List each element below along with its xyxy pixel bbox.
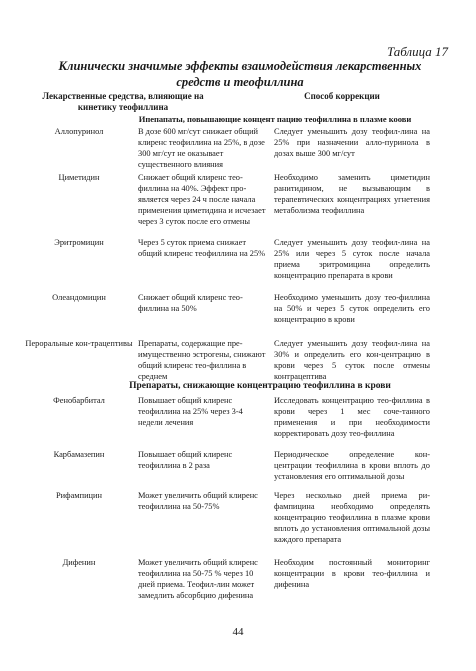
drug-name: Дифенин	[62, 558, 96, 567]
drug-effect: Снижает общий клиренс тео-филлина на 50%	[138, 293, 243, 313]
drug-effect: Повышает общий клиренс теофиллина в 2 раза	[138, 450, 233, 470]
drug-effect: Препараты, содержащие пре-имущественно эстрогены, снижают общий клиренс тео-филлина в среднем	[138, 339, 266, 381]
drug-name: Олеандомицин	[52, 293, 106, 302]
column-header-correction: Способ коррекции	[304, 91, 380, 101]
drug-correction: Необходимо уменьшить дозу тео-филлина на 50% и через 5 суток определить его концентрацию в крови	[274, 293, 430, 324]
section-heading-increase: Ипепапаты, повышающие концент пацию теофиллина в плазме коови	[138, 114, 412, 124]
drug-effect: Может увеличить общий клиренс теофиллина на 50-75%	[138, 491, 258, 511]
drug-name: Карбамазепин	[53, 450, 105, 459]
drug-effect: Через 5 суток приема снижает общий клиренс теофиллина на 25%	[138, 238, 266, 258]
drug-name: Циметидин	[58, 173, 100, 182]
page-number: 44	[232, 626, 244, 638]
drug-correction: Следует уменьшить дозу теофил-лина на 30% и определить его кон-центрацию в крови через 5 суток после отмены контрацептива	[274, 339, 430, 381]
table-title: Клинически значимые эффекты взаимодействия лекарственных средств и теофиллина	[58, 59, 422, 89]
drug-name: Рифампицин	[56, 491, 102, 500]
section-heading-decrease: Препараты, снижающие концентрацию теофиллина в крови	[129, 381, 391, 391]
column-header-drugs: Лекарственные средства, влияющие на кинетику теофиллина	[42, 91, 204, 112]
drug-name: Фенобарбитал	[53, 396, 105, 405]
drug-correction: Следует уменьшить дозу теофил-лина на 25% или через 5 суток после начала приема эритромицина определить концентрацию препарата в крови	[274, 238, 430, 280]
drug-correction: Следует уменьшить дозу теофил-лина на 25% при назначении алло-пуринола в дозах выше 300 мг/сут	[274, 127, 430, 158]
table-label: Таблица 17	[386, 44, 448, 59]
drug-name: Эритромицин	[54, 238, 104, 247]
drug-effect: Может увеличить общий клиренс теофиллина на 50-75 % через 10 дней приема. Теофил-лин может замедлить абсорбцию дифенина	[138, 558, 258, 600]
drug-correction: Необходим постоянный мониторинг концентрации в крови тео-филлина и дифенина	[274, 558, 430, 589]
drug-name: Аллопуринол	[54, 127, 104, 136]
drug-correction: Исследовать концентрацию тео-филлина в крови через 1 мес соче-танного применения и при необходимости корректировать дозу тео-филлина	[274, 396, 430, 438]
drug-name: Пероральные кон-трацептивы	[25, 339, 133, 348]
drug-correction: Периодическое определение кон-центрации теофиллина в крови вплоть до установления его оптимальной дозы	[274, 450, 430, 481]
drug-effect: В дозе 600 мг/сут снижает общий клиренс теофиллина на 25%, в дозе 300 мг/сут не оказывает существенного влияния	[138, 127, 265, 169]
drug-effect: Снижает общий клиренс тео-филлина на 40%. Эффект про-является через 24 ч после начала применения циметидина и исчезает через 3 суток после его отмены	[138, 173, 266, 226]
drug-correction: Необходимо заменить циметидин ранитидином, не вызывающим в терапевтических концентрациях угнетения метаболизма теофиллина	[274, 173, 430, 215]
drug-effect: Повышает общий клиренс теофиллина на 25% через 3-4 недели лечения	[138, 396, 243, 427]
drug-correction: Через несколько дней приема ри-фампицина необходимо определять концентрацию теофиллина в плазме крови вплоть до установления оптимальной дозы каждого препарата	[274, 491, 430, 544]
